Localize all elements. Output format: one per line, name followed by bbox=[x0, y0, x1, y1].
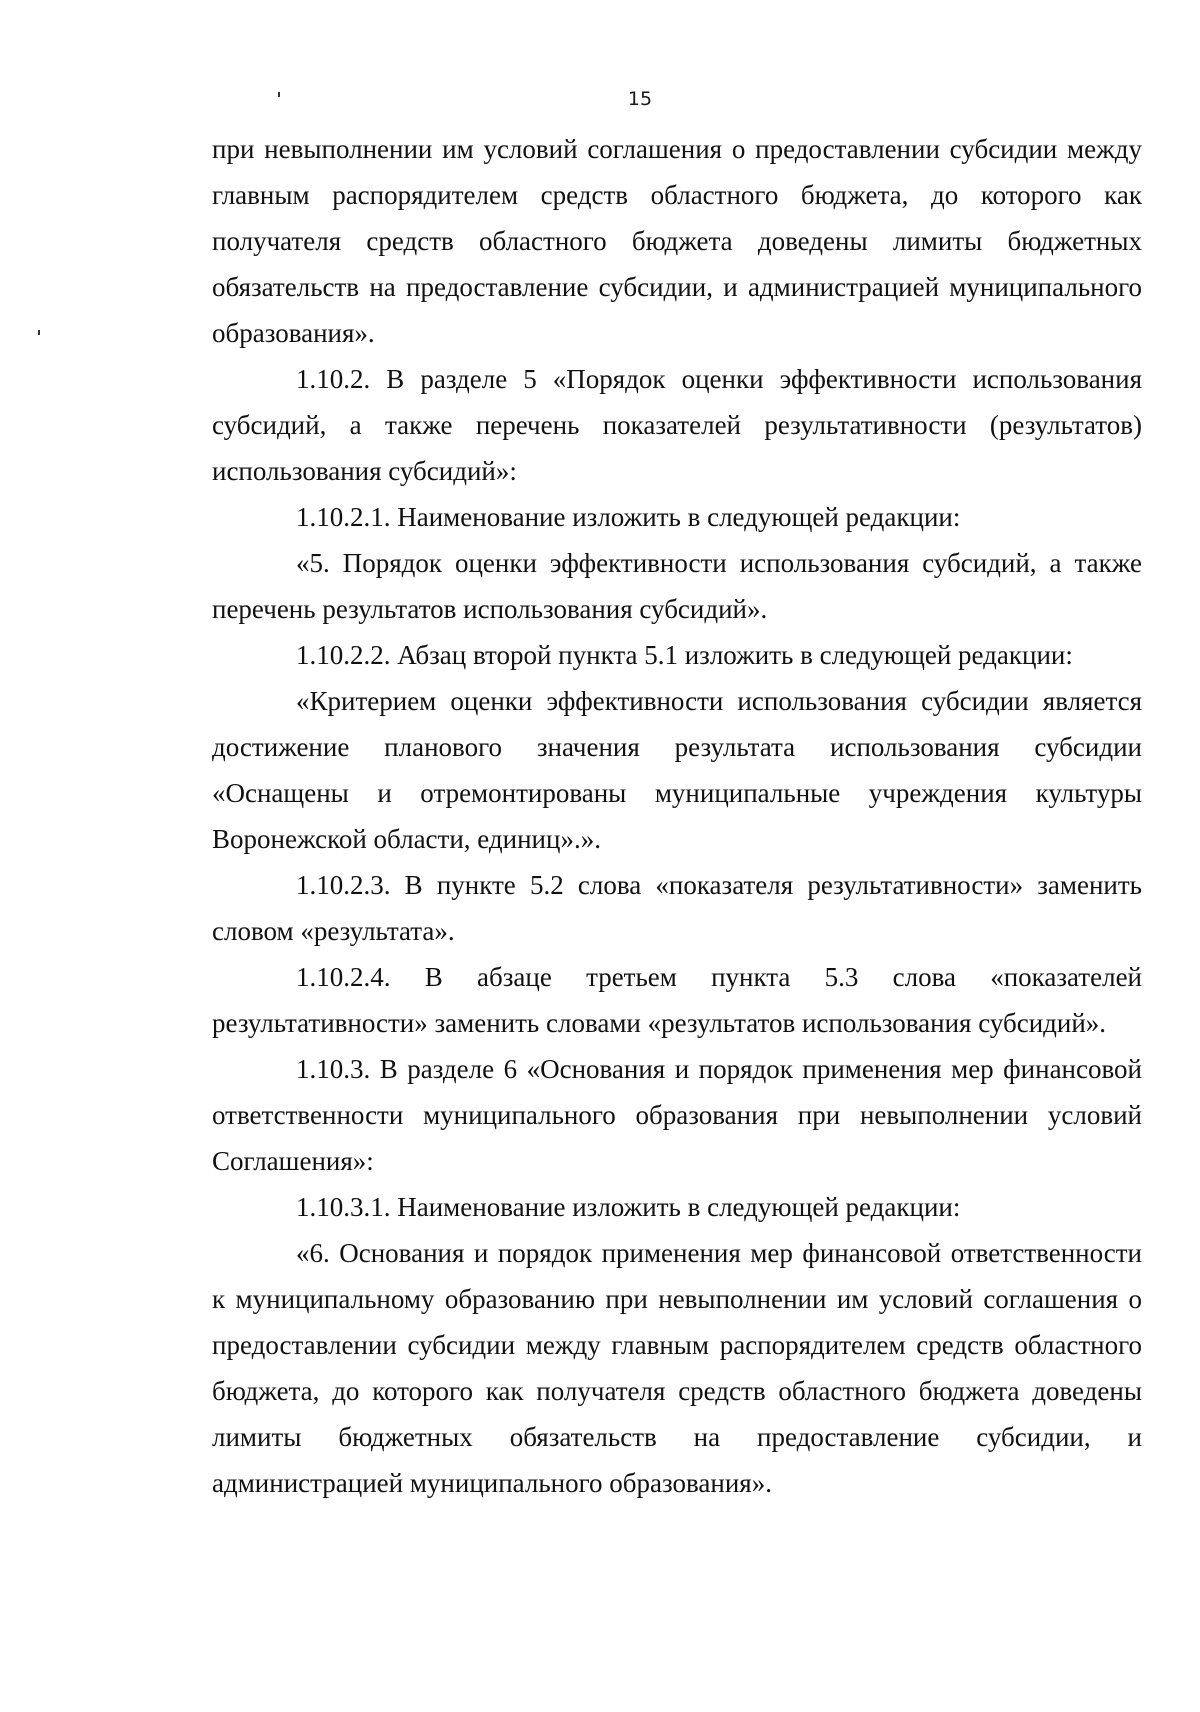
document-body bbox=[212, 126, 1142, 1506]
paragraph-1-10-2-3: 1.10.2.3. В пункте 5.2 слова «показателя результативности» заменить словом «результата». bbox=[212, 870, 1142, 946]
scan-speck bbox=[38, 330, 40, 335]
paragraph-1-10-2-1: 1.10.2.1. Наименование изложить в следующей редакции: bbox=[296, 502, 961, 532]
paragraph-1-10-2-2: 1.10.2.2. Абзац второй пункта 5.1 изложить в следующей редакции: bbox=[296, 640, 1073, 670]
paragraph-continuation: при невыполнении им условий соглашения о предоставлении субсидии между главным распорядителем средств областного бюджета, до которого как получателя средств областного бюджета доведены лимиты бюджетных обязательств на предоставление субсидии, и администрацией муниципального образования». bbox=[212, 134, 1142, 348]
page-number: 15 bbox=[627, 88, 653, 110]
paragraph-quote-section-5: «5. Порядок оценки эффективности использования субсидий, а также перечень результатов использования субсидий». bbox=[212, 548, 1142, 624]
paragraph-quote-section-6: «6. Основания и порядок применения мер финансовой ответственности к муниципальному образованию при невыполнении им условий соглашения о предоставлении субсидии между главным распорядителем средств областного бюджета, до которого как получателя средств областного бюджета доведены лимиты бюджетных обязательств на предоставление субсидии, и администрацией муниципального образования». bbox=[212, 1238, 1142, 1498]
paragraph-1-10-2-4: 1.10.2.4. В абзаце третьем пункта 5.3 слова «показателей результативности» заменить словами «результатов использования субсидий». bbox=[212, 962, 1142, 1038]
paragraph-quote-criterion: «Критерием оценки эффективности использования субсидии является достижение планового значения результата использования субсидии «Оснащены и отремонтированы муниципальные учреждения культуры Воронежской области, единиц».». bbox=[212, 686, 1142, 854]
paragraph-1-10-2: 1.10.2. В разделе 5 «Порядок оценки эффективности использования субсидий, а также перечень показателей результативности (результатов) использования субсидий»: bbox=[212, 364, 1142, 486]
paragraph-1-10-3-1: 1.10.3.1. Наименование изложить в следующей редакции: bbox=[296, 1192, 961, 1222]
paragraph-1-10-3: 1.10.3. В разделе 6 «Основания и порядок применения мер финансовой ответственности муниципального образования при невыполнении условий Соглашения»: bbox=[212, 1054, 1142, 1176]
